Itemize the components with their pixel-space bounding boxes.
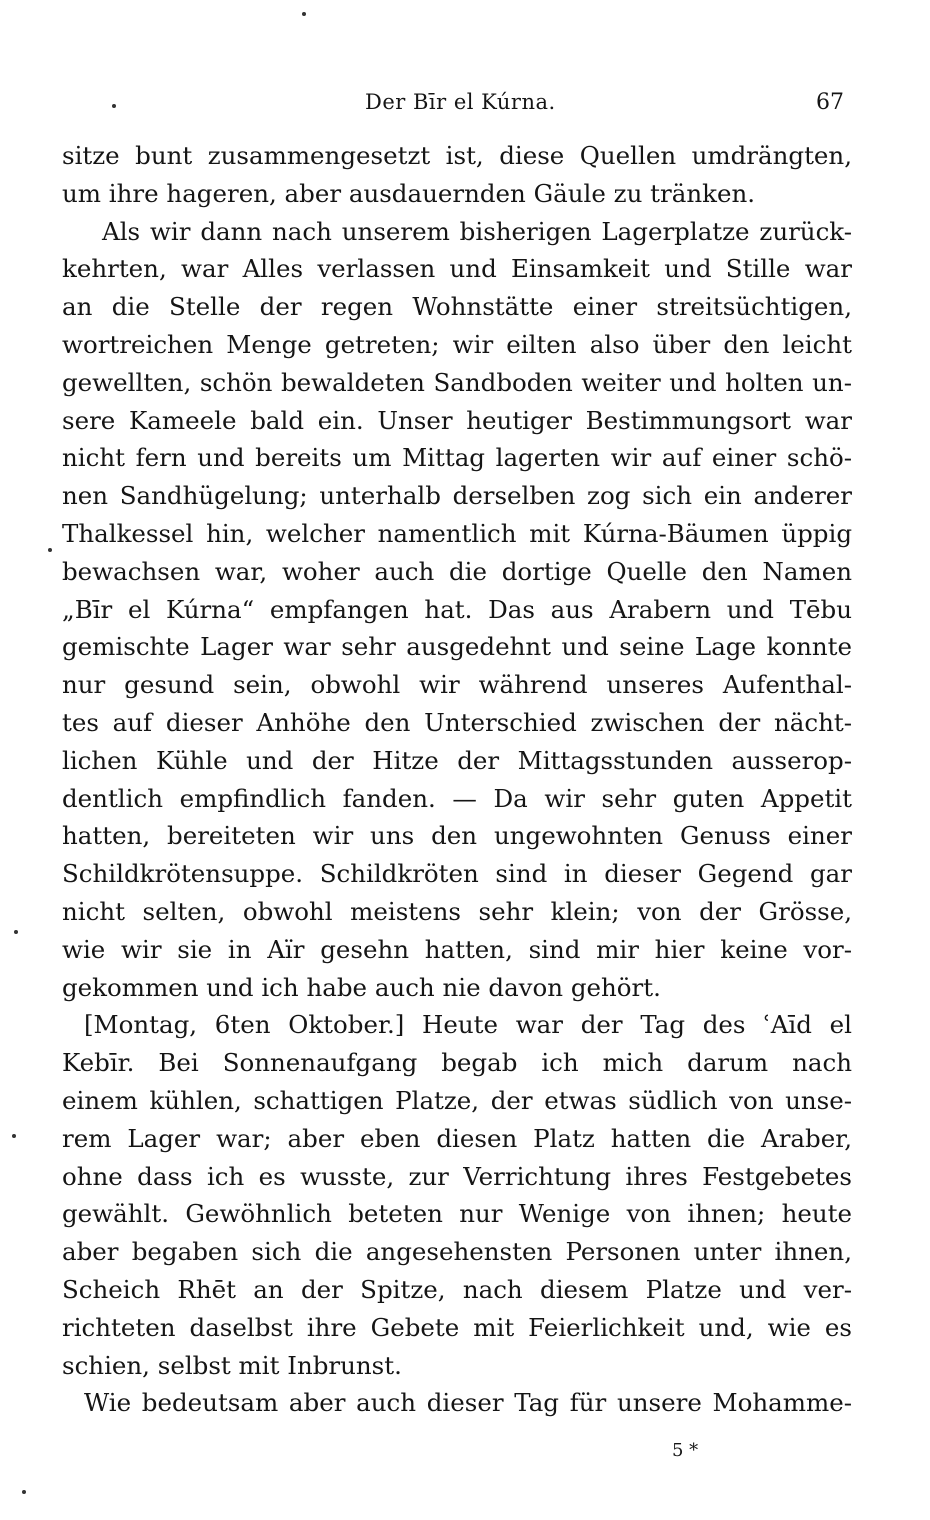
text-line: Als wir dann nach unserem bisherigen Lagerplatze zurück-	[102, 216, 852, 246]
print-speck	[22, 1490, 26, 1494]
print-speck	[302, 12, 306, 16]
text-line: nicht selten, obwohl meistens sehr klein; von der Grösse,	[62, 896, 852, 926]
text-line: dentlich empfindlich fanden. — Da wir sehr guten Appetit	[62, 783, 852, 813]
running-head	[0, 90, 930, 120]
running-title: Der Bīr el Kúrna.	[365, 90, 556, 114]
text-line: gemischte Lager war sehr ausgedehnt und seine Lage konnte	[62, 632, 852, 662]
text-line: lichen Kühle und der Hitze der Mittagsstunden ausserор-	[62, 745, 852, 775]
text-line: um ihre hageren, aber ausdauernden Gäule zu tränken.	[62, 178, 756, 208]
text-line: Wie bedeutsam aber auch dieser Tag für unsere Mohamme-	[84, 1388, 852, 1418]
print-speck	[48, 548, 52, 552]
text-line: nur gesund sein, obwohl wir während unseres Aufenthal-	[62, 670, 852, 700]
text-line: Schildkrötensuppe. Schildkröten sind in dieser Gegend gar	[62, 859, 852, 889]
text-line: [Montag, 6ten Oktober.] Heute war der Tag des ʿAīd el	[84, 1010, 852, 1040]
text-line: rem Lager war; aber eben diesen Platz hatten die Araber,	[62, 1123, 852, 1153]
text-line: ohne dass ich es wusste, zur Verrichtung ihres Festgebetes	[62, 1161, 852, 1191]
body-text	[62, 137, 852, 1422]
text-line: Scheich Rhēt an der Spitze, nach diesem Platze und ver-	[62, 1274, 852, 1304]
text-line: gewellten, schön bewaldeten Sandboden weiter und holten un-	[62, 367, 852, 397]
text-line: hatten, bereiteten wir uns den ungewohnten Genuss einer	[62, 821, 852, 851]
print-speck	[12, 1134, 16, 1138]
text-line: sere Kameele bald ein. Unser heutiger Bestimmungsort war	[62, 405, 852, 435]
text-line: tes auf dieser Anhöhe den Unterschied zwischen der nächt-	[62, 707, 852, 737]
text-line: bewachsen war, woher auch die dortige Quelle den Namen	[62, 556, 852, 586]
text-line: gewählt. Gewöhnlich beteten nur Wenige von ihnen; heute	[62, 1199, 852, 1229]
text-line: schien, selbst mit Inbrunst.	[62, 1350, 402, 1380]
text-line: aber begaben sich die angesehensten Personen unter ihnen,	[62, 1237, 852, 1267]
text-line: Thalkessel hin, welcher namentlich mit Kúrna-Bäumen üppig	[62, 518, 852, 548]
text-line: wortreichen Menge getreten; wir eilten also über den leicht	[62, 329, 852, 359]
print-speck	[112, 104, 116, 108]
text-line: kehrten, war Alles verlassen und Einsamkeit und Stille war	[62, 254, 852, 284]
text-line: Kebīr. Bei Sonnenaufgang begab ich mich darum nach	[62, 1048, 852, 1078]
text-line: gekommen und ich habe auch nie davon gehört.	[62, 972, 661, 1002]
text-line: wie wir sie in Aïr gesehn hatten, sind mir hier keine vor-	[62, 934, 852, 964]
text-line: richteten daselbst ihre Gebete mit Feierlichkeit und, wie es	[62, 1312, 852, 1342]
text-line: sitze bunt zusammengesetzt ist, diese Quellen umdrängten,	[62, 141, 852, 170]
text-line: nen Sandhügelung; unterhalb derselben zog sich ein anderer	[62, 481, 852, 511]
signature-mark: 5 *	[672, 1440, 699, 1461]
text-line: „Bīr el Kúrna“ empfangen hat. Das aus Arabern und Tēbu	[62, 594, 852, 624]
print-speck	[14, 930, 18, 934]
text-line: an die Stelle der regen Wohnstätte einer streitsüchtigen,	[62, 292, 852, 322]
text-line: einem kühlen, schattigen Platze, der etwas südlich von unse-	[62, 1085, 852, 1115]
text-line: nicht fern und bereits um Mittag lagerten wir auf einer schö-	[62, 443, 852, 473]
page-number: 67	[816, 90, 844, 115]
